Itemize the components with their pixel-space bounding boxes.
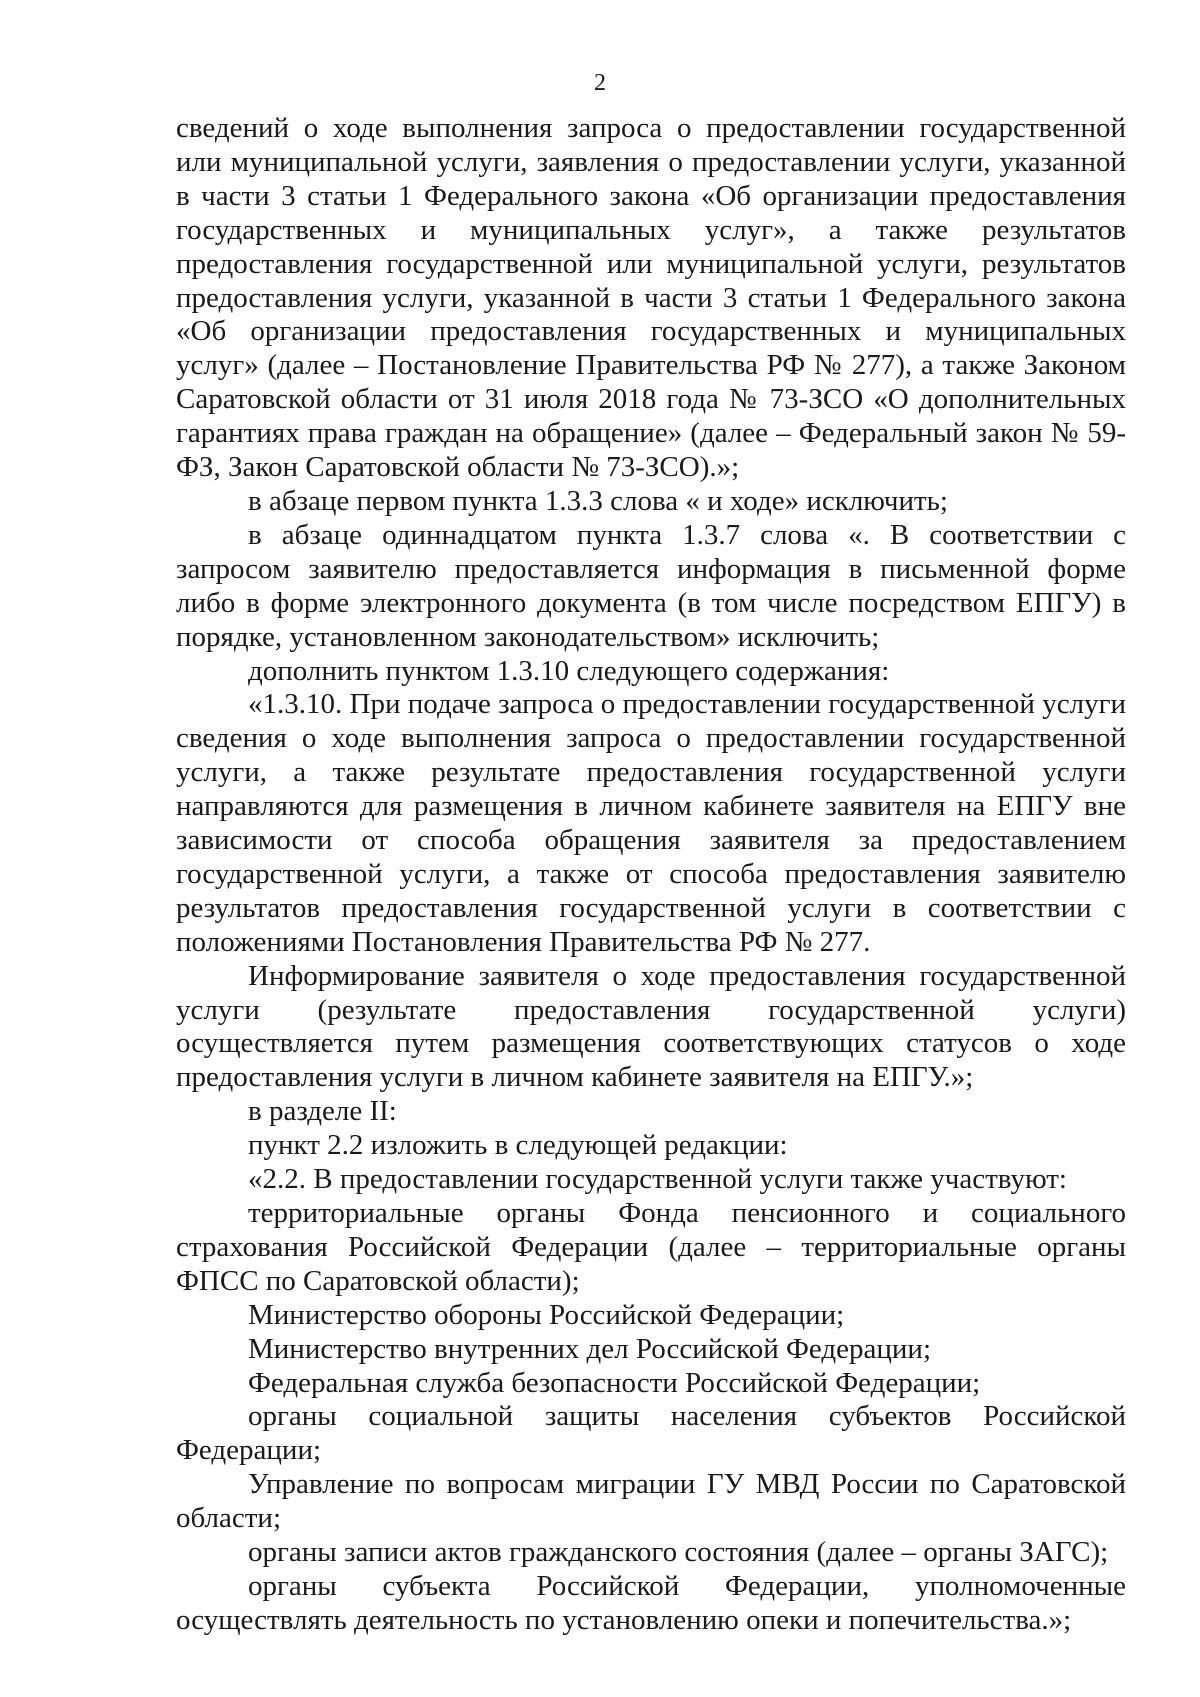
paragraph-amendment-1-3-7: в абзаце одиннадцатом пункта 1.3.7 слова «. В соответствии с запросом заявителю предоставляется информация в письменной форме либо в форме электронного документа (в том числе посредством ЕПГУ) в порядке, установленном законодательством» исключить; (176, 518, 1126, 653)
paragraph-informing: Информирование заявителя о ходе предоставления государственной услуги (результате предоставления государственной услуги) осуществляется путем размещения соответствующих статусов о ходе предоставления услуги в личном кабинете заявителя на ЕПГУ.»; (176, 959, 1126, 1094)
page-number: 2 (594, 70, 606, 96)
paragraph-continuation: сведений о ходе выполнения запроса о предоставлении государственной или муниципальной услуги, заявления о предоставлении услуги, указанной в части 3 статьи 1 Федерального закона «Об организации предоставления государственных и муниципальных услуг», а также результатов предоставления государственной или муниципальной услуги, результатов предоставления услуги, указанной в части 3 статьи 1 Федерального закона «Об организации предоставления государственных и муниципальных услуг» (далее – Постановление Правительства РФ № 277), а также Законом Саратовской области от 31 июля 2018 года № 73-ЗСО «О дополнительных гарантиях права граждан на обращение» (далее – Федеральный закон № 59-ФЗ, Закон Саратовской области № 73-ЗСО).»; (176, 112, 1126, 484)
list-item-social-protection: органы социальной защиты населения субъектов Российской Федерации; (176, 1400, 1126, 1467)
paragraph-item-2-2-intro: пункт 2.2 изложить в следующей редакции: (248, 1129, 788, 1162)
document-body (176, 112, 1126, 1638)
paragraph-section-ii: в разделе II: (248, 1095, 397, 1128)
list-item-migration: Управление по вопросам миграции ГУ МВД России по Саратовской области; (176, 1468, 1126, 1535)
paragraph-1-3-10-text: «1.3.10. При подаче запроса о предоставлении государственной услуги сведения о ходе выполнения запроса о предоставлении государственной услуги, а также результате предоставления государственной услуги направляются для размещения в личном кабинете заявителя на ЕПГУ вне зависимости от способа обращения заявителя за предоставлением государственной услуги, а также от способа предоставления заявителю результатов предоставления государственной услуги в соответствии с положениями Постановления Правительства РФ № 277. (176, 688, 1126, 958)
list-item-defense-ministry: Министерство обороны Российской Федерации; (248, 1298, 845, 1331)
paragraph-amendment-1-3-3: в абзаце первом пункта 1.3.3 слова « и ходе» исключить; (248, 484, 948, 517)
list-item-fpss: территориальные органы Фонда пенсионного и социального страхования Российской Федерации (далее – территориальные органы ФПСС по Саратовской области); (176, 1197, 1126, 1297)
list-item-interior-ministry: Министерство внутренних дел Российской Федерации; (248, 1332, 932, 1365)
list-item-zags: органы записи актов гражданского состояния (далее – органы ЗАГС); (248, 1536, 1109, 1569)
list-item-fsb: Федеральная служба безопасности Российской Федерации; (248, 1366, 981, 1399)
paragraph-item-2-2: «2.2. В предоставлении государственной услуги также участвуют: (248, 1163, 1067, 1196)
paragraph-add-1-3-10: дополнить пунктом 1.3.10 следующего содержания: (248, 654, 890, 687)
list-item-guardianship: органы субъекта Российской Федерации, уполномоченные осуществлять деятельность по установлению опеки и попечительства.»; (176, 1569, 1126, 1636)
